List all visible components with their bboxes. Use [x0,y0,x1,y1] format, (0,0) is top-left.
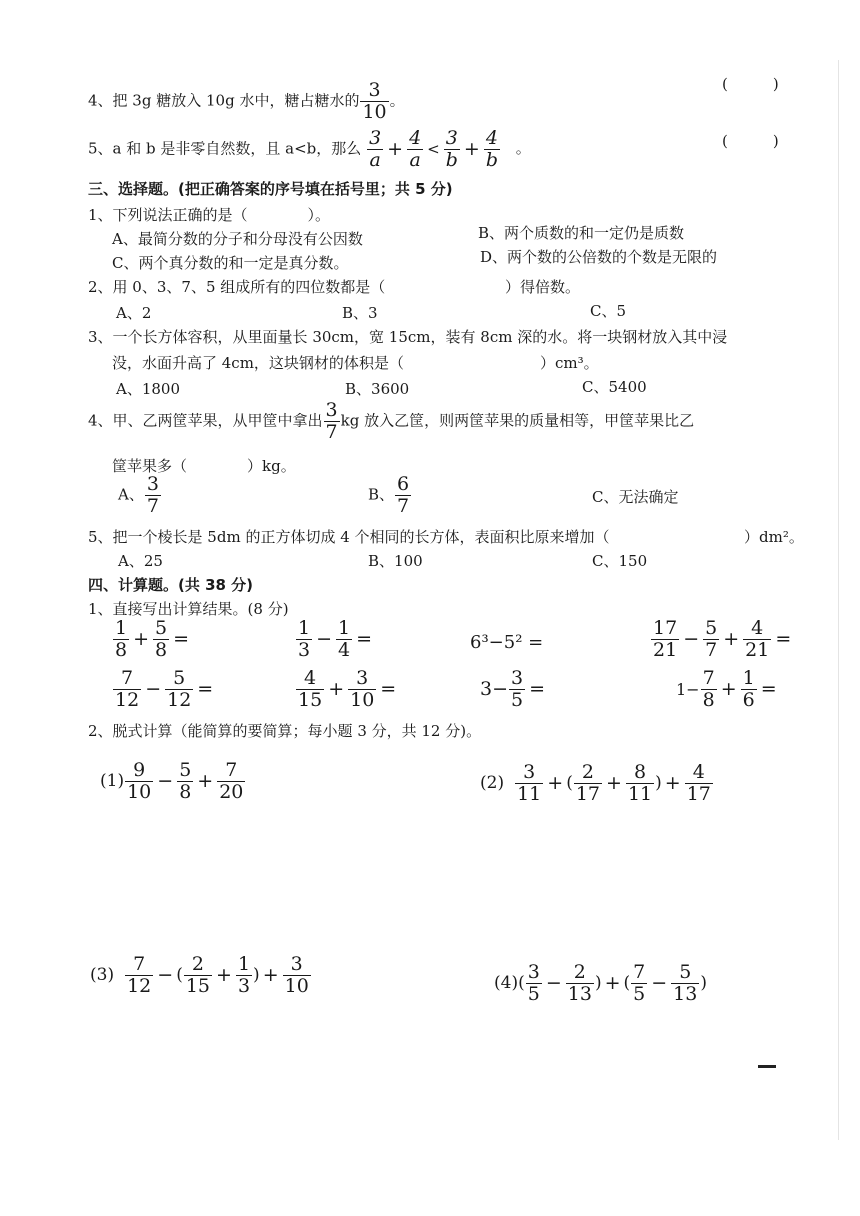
step-calc-2: (2) $\frac{3}{11}$ + ( $\frac{2}{17}$ + $\frac{8}{11}$ ) + $\frac{4}{17}$ [480,761,711,805]
choice-q3-line2a: 没，水面升高了 4cm，这块钢材的体积是（ [112,354,404,372]
choice-q2-b: B、3 [342,304,378,322]
fraction: $\frac{3}{7}$ [146,473,159,517]
choice-q3-b: B、3600 [345,380,410,398]
choice-q2-stem-a: 2、用 0、3、7、5 组成所有的四位数都是（ [88,278,386,296]
scan-mark [758,1065,776,1068]
choice-q1-b: B、两个质数的和一定仍是质数 [478,224,685,242]
answer-paren-q5[interactable]: ( ) [722,132,779,150]
direct-calc-5: $\frac{7}{12}$ − $\frac{5}{12}$ = [115,667,214,711]
section3-title: 三、选择题。(把正确答案的序号填在括号里；共 5 分) [88,180,453,198]
calc-q2-title: 2、脱式计算（能简算的要简算；每小题 3 分，共 12 分)。 [88,722,482,740]
fraction: $\frac{4}{b}$ [485,127,499,171]
step-calc-3: (3) $\frac{7}{12}$ − ( $\frac{2}{15}$ + $\frac{1}{3}$ ) + $\frac{3}{10}$ [90,953,309,997]
direct-calc-1: $\frac{1}{8}$ + $\frac{5}{8}$ = [115,617,190,661]
fraction: $\frac{3}{b}$ [445,127,458,171]
judge-q4-text: 4、把 3g 糖放入 10g 水中，糖占糖水的 [88,91,360,110]
fraction: $\frac{3}{a}$ [369,127,382,171]
choice-q4-c: C、无法确定 [592,488,679,506]
direct-calc-4: $\frac{17}{21}$ − $\frac{5}{7}$ + $\frac{4}{21}$ = [653,617,792,661]
answer-paren-q4[interactable]: ( ) [722,75,779,93]
choice-q4-stem: 4、甲、乙两筐苹果，从甲筐中拿出 $\frac{3}{7}$ kg 放入乙筐，则两筐苹果的质量相等，甲筐苹果比乙 [88,399,695,443]
choice-q1-a: A、最简分数的分子和分母没有公因数 [112,230,363,248]
choice-q4-b: B、 $\frac{6}{7}$ [368,473,410,517]
fraction: $\frac{6}{7}$ [397,473,410,517]
choice-q1-c: C、两个真分数的和一定是真分数。 [112,254,349,272]
choice-q3-c: C、5400 [582,378,647,396]
choice-q5-b: B、100 [368,552,423,570]
fraction: $\frac{4}{a}$ [409,127,422,171]
choice-q1-d: D、两个数的公倍数的个数是无限的 [480,248,718,266]
choice-q2-stem-b: ）得倍数。 [505,278,581,296]
direct-calc-6: $\frac{4}{15}$ + $\frac{3}{10}$ = [298,667,397,711]
step-calc-4: (4)( $\frac{3}{5}$ − $\frac{2}{13}$ ) + ( $\frac{7}{5}$ − $\frac{5}{13}$ ) [494,961,707,1005]
choice-q3-line2b: ）cm³。 [540,354,599,372]
choice-q5-stem-b: ）dm²。 [744,528,804,546]
scan-edge-line [838,60,839,1140]
fraction: $\frac{3}{7}$ [325,399,338,443]
choice-q3-line1: 3、一个长方体容积，从里面量长 30cm，宽 15cm，装有 8cm 深的水。将一块钢材放入其中浸 [88,328,728,346]
choice-q5-stem-a: 5、把一个棱长是 5dm 的正方体切成 4 个相同的长方体，表面积比原来增加（ [88,528,610,546]
choice-q2-c: C、5 [590,302,627,320]
choice-q2-a: A、2 [116,304,152,322]
judge-q5: 5、a 和 b 是非零自然数，且 a<b，那么 $\frac{3}{a}$ + $\frac{4}{a}$ < $\frac{3}{b}$ + $\frac{4}{b}$ 。 [88,127,531,171]
choice-q4-line2: 筐苹果多（ ）kg。 [112,457,296,475]
calc-q1-title: 1、直接写出计算结果。(8 分) [88,600,289,618]
judge-q4: 4、把 3g 糖放入 10g 水中，糖占糖水的 $\frac{3}{10}$ 。 [88,79,405,123]
choice-q4-a: A、 $\frac{3}{7}$ [118,473,159,517]
choice-q1-stem: 1、下列说法正确的是（ ）。 [88,206,331,224]
step-calc-1: (1) $\frac{9}{10}$ − $\frac{5}{8}$ + $\frac{7}{20}$ [100,759,244,803]
choice-q5-a: A、25 [118,552,163,570]
direct-calc-3: 6³−5² = [470,632,544,653]
choice-q5-c: C、150 [592,552,648,570]
direct-calc-7: 3− $\frac{3}{5}$ = [480,667,546,711]
choice-q3-a: A、1800 [116,380,181,398]
fraction: $\frac{3}{10}$ [362,79,387,123]
direct-calc-8: 1− $\frac{7}{8}$ + $\frac{1}{6}$ = [676,667,777,711]
direct-calc-2: $\frac{1}{3}$ − $\frac{1}{4}$ = [298,617,373,661]
section4-title: 四、计算题。(共 38 分) [88,576,254,594]
